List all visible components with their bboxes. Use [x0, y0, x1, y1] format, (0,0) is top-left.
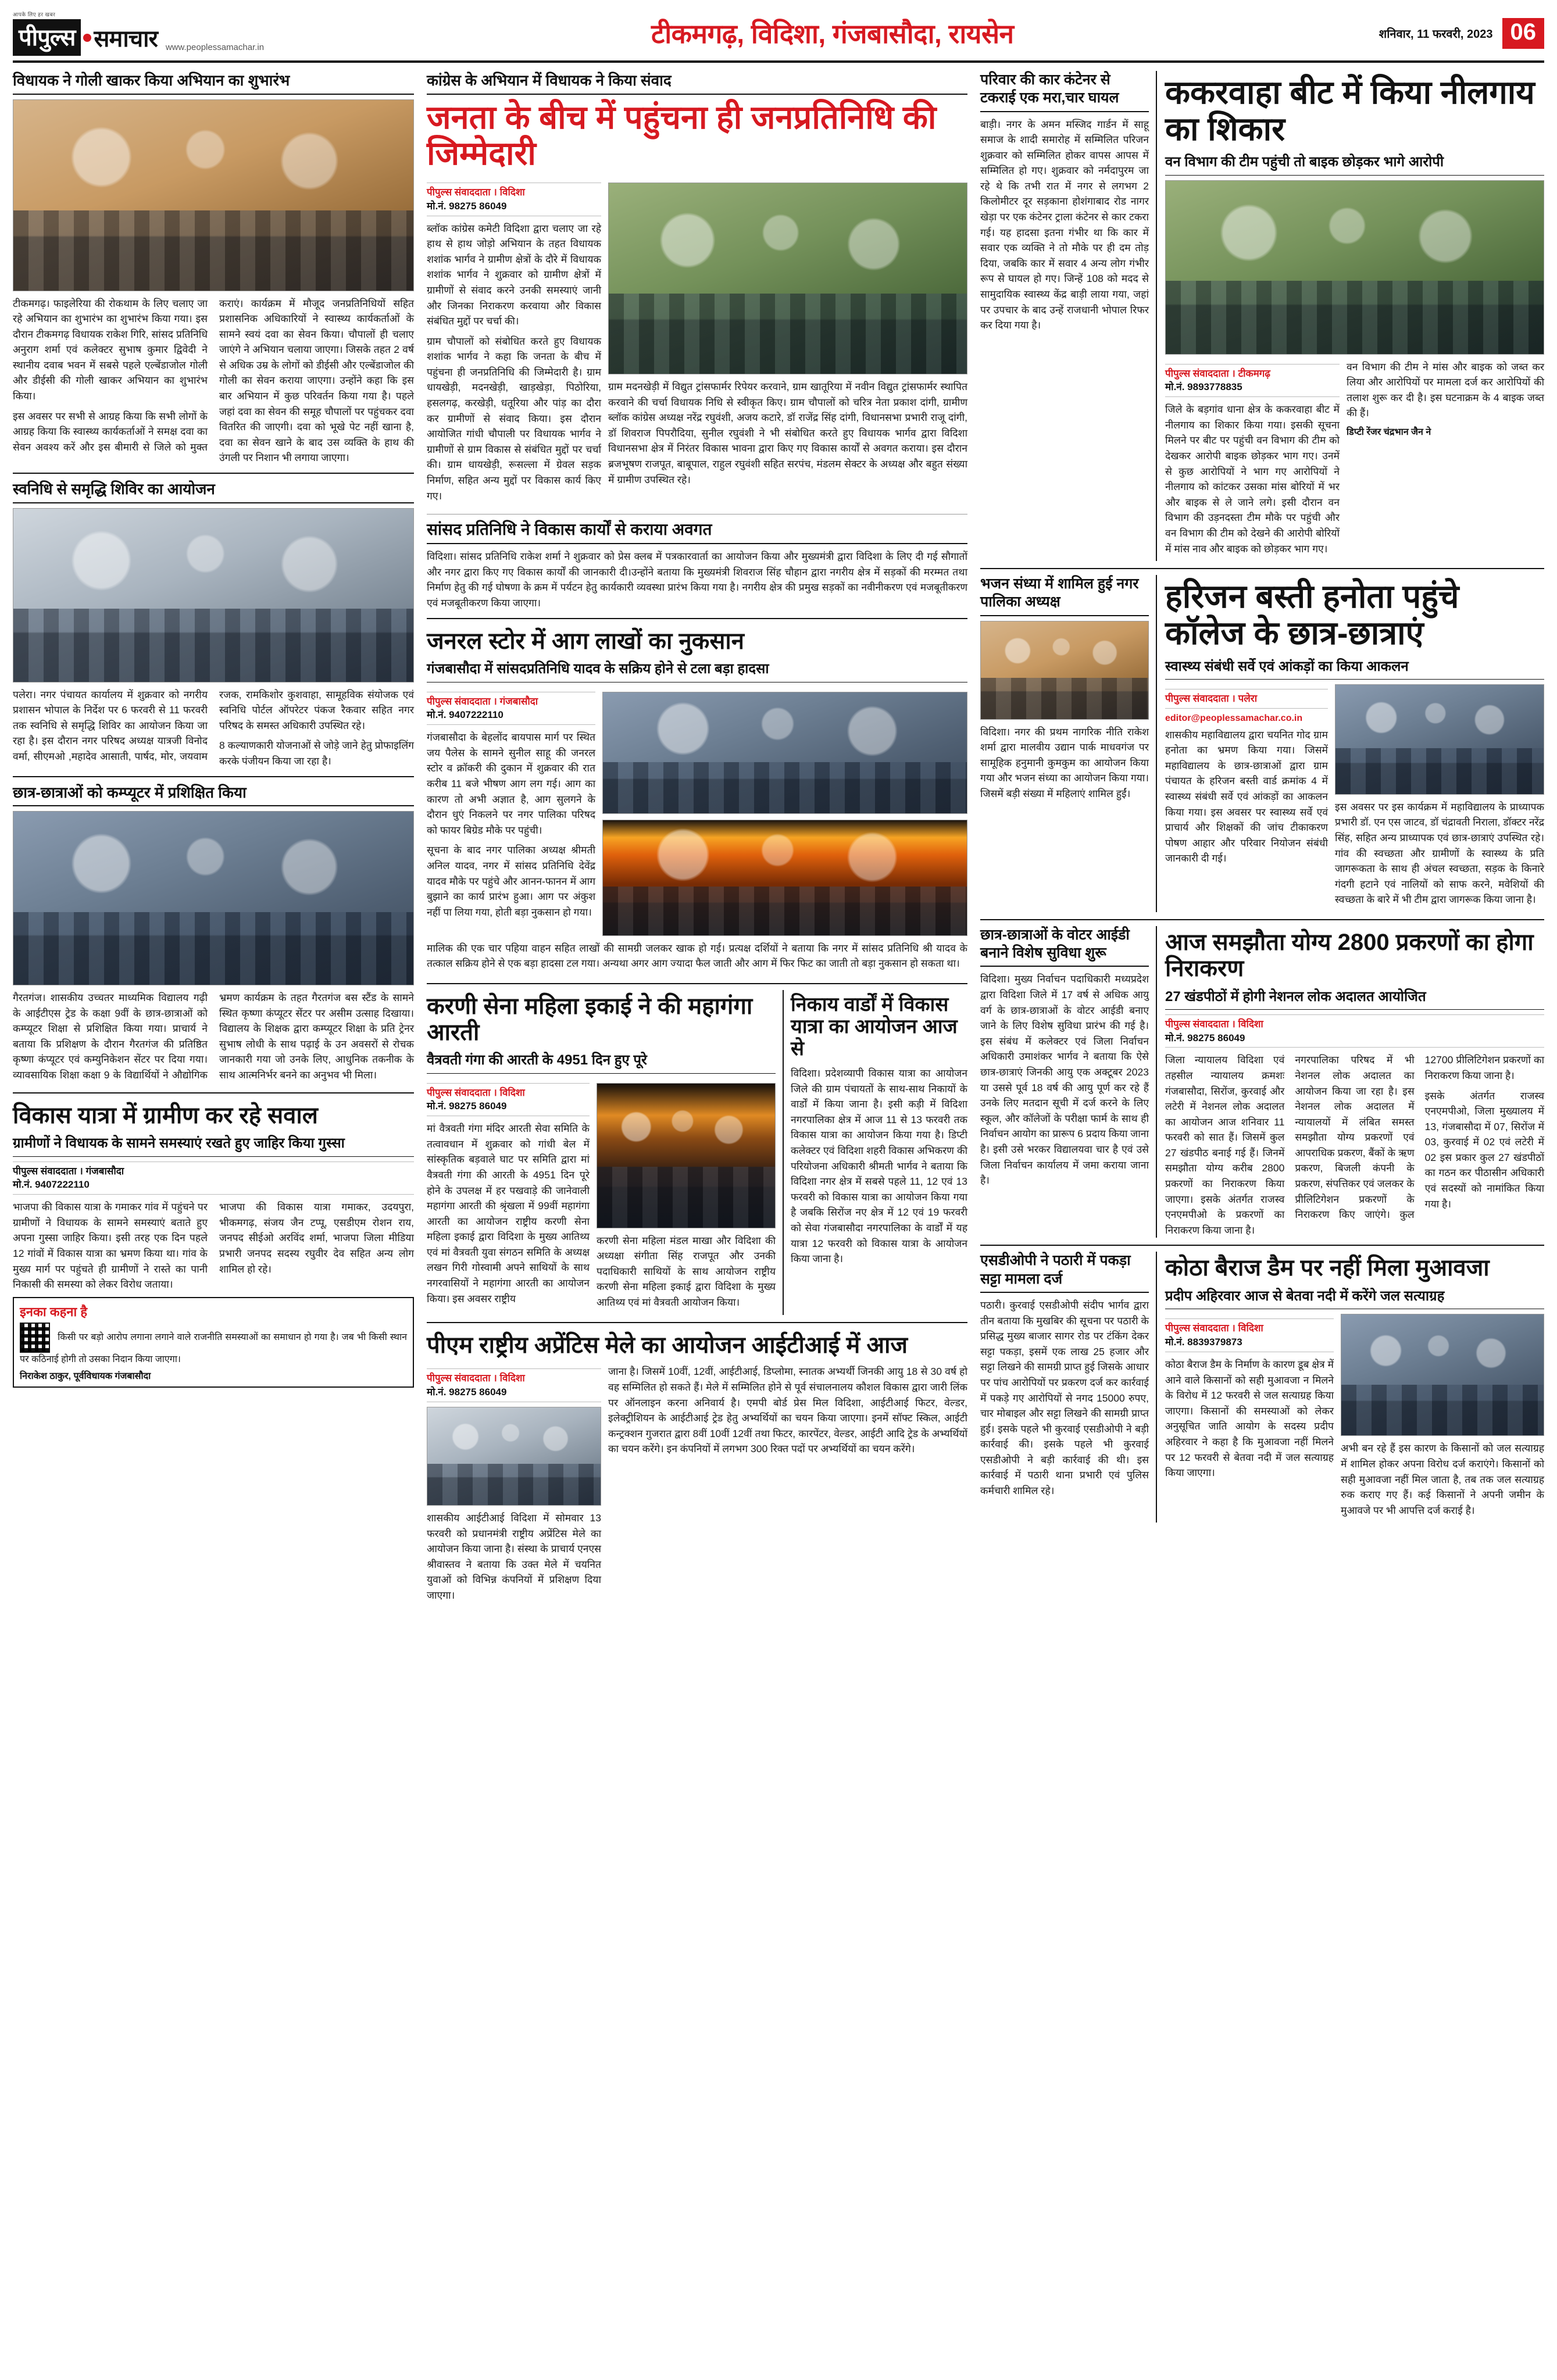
- article-kicker: सांसद प्रतिनिधि ने विकास कार्यों से कराया अवगत: [427, 519, 967, 544]
- article-bhajan-sandhya: [980, 575, 1149, 912]
- byline-mobile: मो.नं. 98275 86049: [427, 1100, 507, 1112]
- bottom-right-block: [980, 1252, 1544, 1523]
- article-karni-sena-aarti: [427, 990, 776, 1315]
- article-paragraph: पलेरा। नगर पंचायत कार्यालय में शुक्रवार को नगरीय प्रशासन भोपाल के निर्देश पर 6 फरवरी से 11 फरवरी तक स्वनिधि से समृद्धि शिविर का आयोजन किया जा रहा है। इस दौरान नगर परिषद अध्यक्ष यात्रजी विनोद वर्मा, सीएमओ ,महादेव आसाती, पार्षद, मोर, जयवाम रजक, रामकिशोर कुशवाहा, सामूहविक संयोजक एवं स्वनिधि पोर्टल ऑपरेटर पंकज रैकवार सहित नगर परिषद के समस्त अधिकारी उपस्थित रहे।: [13, 688, 414, 762]
- article-photo: [13, 99, 414, 291]
- article-kicker: विधायक ने गोली खाकर किया अभियान का शुभारंभ: [13, 71, 414, 95]
- article-photo: [1165, 180, 1544, 355]
- quote-box-author: निराकेश ठाकुर, पूर्वविधायक गंजबासौदा: [20, 1371, 151, 1382]
- article-paragraph: शासकीय महाविद्यालय द्वारा चयनित गोद ग्राम हनोता का भ्रमण किया गया। जिसमें महाविद्यालय के छात्र-छात्राओं द्वारा ग्राम पंचायत के हरिजन बस्ती वार्ड क्रमांक 4 में स्वास्थ्य संबंधी सर्वे एवं आंकड़ों का आकलन किया गया। इस अवसर पर स्वास्थ्य सर्वे एवं प्राचार्य और शिक्षकों की जांच टीकाकरण पोषण आहार और परिवार नियोजन संबंधी जानकारी दी गई।: [1165, 728, 1328, 864]
- article-sansad-pratinidhi: [427, 519, 967, 610]
- mid-right-block: [980, 575, 1544, 912]
- byline-name: पीपुल्स संवाददाता । टीकमगढ़: [1165, 367, 1270, 379]
- article-byline: [1165, 689, 1328, 709]
- logo-samachar: समाचार: [94, 26, 158, 52]
- byline-name: पीपुल्स संवाददाता । पलेरा: [1165, 692, 1258, 704]
- byline-name: पीपुल्स संवाददाता । विदिशा: [427, 1087, 525, 1098]
- article-headline: आज समझौता योग्य 2800 प्रकरणों का होगा निराकरण: [1165, 929, 1534, 981]
- article-paragraph: कोठा बैराज डैम के निर्माण के कारण डूब क्षेत्र में आने वाले किसानों को सही मुआवजा न मिलने के विरोध में 12 फरवरी से जल सत्याग्रह किया जाएगा। किसानों की समस्याओं को लेकर अनुसूचित जाति आयोग के सदस्य प्रदीप अहिरवार ने कहा है कि मुआवजा नहीं मिलने पर 12 फरवरी से बेतवा नदी में जल सत्याग्रह किया जाएगा।: [1165, 1359, 1334, 1479]
- quote-box: [13, 1297, 414, 1388]
- article-vikas-yatra-villagers: [13, 1099, 414, 1388]
- article-subhead: 27 खंडपीठों में होगी नेशनल लोक अदालत आयोजित: [1165, 988, 1544, 1010]
- byline-mobile: मो.नं. 9407222110: [13, 1179, 90, 1191]
- website-url[interactable]: www.peoplessamachar.in: [165, 42, 265, 52]
- article-byline: [1165, 364, 1340, 398]
- article-paragraph: विदिशा। प्रदेशव्यापी विकास यात्रा का आयोजन जिले की ग्राम पंचायतों के साथ-साथ निकायों के वार्डों में किया जाना है। इसी कड़ी में विदिशा नगरपालिका क्षेत्र में आज 11 से 13 फरवरी तक विकास यात्रा का आयोजन किया गया है। डिप्टी कलेक्टर एवं विदिशा शहरी विकास अभिकरण की परियोजना अधिकारी श्रीमती भार्गव ने बताया कि विदिशा नगर क्षेत्र में सबसे पहले 11, 12 एवं 13 फरवरी को विकास यात्रा का आयोजन किया गया है जबकि सिरोंज नए क्षेत्र में 12 एवं 19 फरवरी को सेवा गंजबासौदा नगरपालिका के वार्डों में यह यात्रा 12 फरवरी को विकास यात्रा के आयोजन किया जाना है।: [791, 1067, 967, 1265]
- byline-mobile: मो.नं. 98275 86049: [427, 1386, 507, 1398]
- article-paragraph: भाजपा की विकास यात्रा के गमाकर गांव में पहुंचने पर ग्रामीणों ने विधायक के सामने समस्याएं बताते हुए अपना गुस्सा जाहिर किया। इसी तरह एक दिन पहले 12 गांवों में विकास यात्रा का भ्रमण किया था। गांव के मुख्य मार्ग पर पहुंचते ही ग्रामीणों ने रास्ते का पानी निकासी की समस्या को लेकर विरोध जताया।: [13, 1201, 208, 1291]
- article-kicker: स्वनिधि से समृद्धि शिविर का आयोजन: [13, 480, 414, 503]
- editor-email[interactable]: editor@peoplessamachar.co.in: [1165, 713, 1303, 723]
- article-headline: हरिजन बस्ती हनोता पहुंचे कॉलेज के छात्र-छात्राएं: [1165, 578, 1459, 651]
- article-general-store-fire: [427, 625, 967, 976]
- article-paragraph: शासकीय आईटीआई विदिशा में सोमवार 13 फरवरी को प्रधानमंत्री राष्ट्रीय अप्रेंटिस मेले का आयोजन किया जाना है। संस्था के प्राचार्य एनएस श्रीवास्तव ने बताया कि उक्त मेले में चयनित युवाओं को विभिन्न कंपनियों में प्रशिक्षण दिया जाएगा।: [427, 1511, 601, 1601]
- article-paragraph: ग्राम मदनखेड़ी में विद्युत ट्रांसफार्मर रिपेयर करवाने, ग्राम खातूरिया में नवीन विद्युत ट्रांसफार्मर स्थापित करवाने की चर्चा विधायक निधि से स्वीकृत किए। ग्राम चौपालों को चरित्र नेता प्रकाश दांगी, ग्रामीण ब्लॉक कांग्रेस अध्यक्ष नरेंद्र रघुवंशी, अजय कटारे, डॉ राजेंद्र सिंह दांगी, विधानसभा प्रभारी राजू दांगी, डॉ शिवराज पिपरौदिया, सुनील रघुवंशी ने भी संबोधित करते हुए विधायक भार्गव द्वारा विदिशा विधानसभा क्षेत्र में निरंतर विकास भावना द्वारा किए गए विकास कार्यों से अवगत कराया। इस दौरान ब्रजभूषण राजपूत, बाबूपाल, राहुल रघुवंशी सहित सरपंच, मंडलम सेक्टर के अध्यक्ष और बहुत संख्या में ग्रामीण उपस्थित रहे।: [608, 380, 967, 485]
- article-subhead: ग्रामीणों ने विधायक के सामने समस्याएं रखते हुए जाहिर किया गुस्सा: [13, 1134, 414, 1156]
- article-headline: ककरवाहा बीट में किया नीलगाय का शिकार: [1165, 74, 1535, 147]
- article-paragraph: टीकमगढ़। फाइलेरिया की रोकथाम के लिए चलाए जा रहे अभियान का शुभारंभ का शुभारंभ किया गया। इस दौरान टीकमगढ़ विधायक राकेश गिरि, सांसद प्रतिनिधि अनुराग शर्मा एवं कलेक्टर सुभाष कुमार द्विवेदी ने स्थानीय दवाब भवन में सबसे पहले एल्बेंडाजोल गोली और डीईसी की गोली खाकर अभियान का शुभारंभ किया।: [13, 297, 208, 402]
- article-photo: [1335, 684, 1544, 795]
- article-kicker: परिवार की कार कंटेनर से टकराई एक मरा,चार घायल: [980, 71, 1149, 112]
- article-byline: [13, 1162, 414, 1195]
- article-paragraph: गैरतगंज। शासकीय उच्चतर माध्यमिक विद्यालय गढ़ी के आईटीएस ट्रेड के कक्षा 9वीं के छात्र-छात्राओं को कम्प्यूटर शिक्षा से प्रशिक्षित किया गया। प्राचार्य ने बताया कि प्रशिक्षण के दौरान गैरतगंज की प्रतिष्ठित कृष्णा कंप्यूटर एवं कम्युनिकेशन सेंटर पर दिया गया। व्यावसायिक शिक्षा कक्षा 9 के विद्यार्थियों ने औद्योगिक भ्रमण कार्यक्रम के तहत गैरतगंज बस स्टैंड के सामने स्थित कृष्णा कंप्यूटर सेंटर पर असीम उत्साह दिखाया। विद्यालय के शिक्षक द्वारा कम्प्यूटर शिक्षा के प्रति ट्रेनर सुभाष लोधी के साथ पढ़ाई के उन अवसरों से रोचक जानकारी गया जो उनके लिए, आधुनिक तकनीक के साथ आत्मनिर्भर बनने का अनुभव भी मिला।: [13, 992, 414, 1081]
- article-kicker: छात्र-छात्राओं को कम्प्यूटर में प्रशिक्षित किया: [13, 783, 414, 807]
- article-computer-training: [13, 783, 414, 1085]
- article-subhead: गंजबासौदा में सांसदप्रतिनिधि यादव के सक्रिय होने से टला बड़ा हादसा: [427, 660, 967, 682]
- byline-name: पीपुल्स संवाददाता । विदिशा: [427, 1373, 525, 1384]
- article-kicker: छात्र-छात्राओं के वोटर आईडी बनाने विशेष सुविधा शुरू: [980, 926, 1149, 967]
- article-kotha-barrage-compensation: [1156, 1252, 1544, 1523]
- article-headline: निकाय वार्डों में विकास यात्रा का आयोजन आज से: [791, 993, 958, 1060]
- article-swanidhi-camp: [13, 480, 414, 769]
- article-kicker: एसडीओपी ने पठारी में पकड़ा सट्टा मामला दर्ज: [980, 1252, 1149, 1293]
- byline-name: पीपुल्स संवाददाता । गंजबासौदा: [427, 695, 538, 707]
- article-paragraph: वन विभाग की टीम ने मांस और बाइक को जब्त कर लिया और आरोपियों पर मामला दर्ज कर आरोपियों की तलाश शुरू कर दी है। इस घटनाक्रम के 4 बाइक जब्त की हैं।: [1347, 360, 1544, 419]
- article-paragraph: सूचना के बाद नगर पालिका अध्यक्ष श्रीमती अनिल यादव, नगर में सांसद प्रतिनिधि देवेंद्र यादव मौके पर पहुंचे और आनन-फानन में आग बुझाने का कार्य प्रारंभ हुआ। आग पर अंकुश नहीं पा लिया गया, होती बड़ा नुकसान हो गया।: [427, 844, 595, 918]
- article-byline: [427, 692, 595, 726]
- article-photo: [1341, 1314, 1544, 1436]
- edition-cities: टीकमगढ़, विदिशा, गंजबासौदा, रायसेन: [651, 19, 1014, 49]
- byline-mobile: मो.नं. 9893778835: [1165, 381, 1242, 393]
- article-paragraph: ब्लॉक कांग्रेस कमेटी विदिशा द्वारा चलाए जा रहे हाथ से हाथ जोड़ो अभियान के तहत विधायक शशांक भार्गव ने ग्रामीण क्षेत्रों के दौरे में विधायक शशांक भार्गव ने शुक्रवार को ग्रामीण क्षेत्रों में ग्रामीणों से संवाद करने उनकी समस्याएं जानी और जिनका निराकरण करवाया और विकास संबंधित मुद्दों पर चर्चा की।: [427, 222, 601, 327]
- byline-mobile: मो.नं. 98275 86049: [427, 200, 507, 212]
- article-paragraph: विदिशा। मुख्य निर्वाचन पदाधिकारी मध्यप्रदेश द्वारा विदिशा जिले में 17 वर्ष से अधिक आयु वर्ग के छात्र-छात्राओं के वोटर आईडी बनाए जाने के लिए विशेष सुविधा प्रारंभ की गई है। इस संबंध में कलेक्टर एवं जिला निर्वाचन अधिकारी उमाशंकर भार्गव ने बताया कि ऐसे छात्र-छात्राएं जिनकी आयु एक अक्टूबर 2023 या उससे पूर्व 18 वर्ष की आयु पूर्ण कर रहे हैं उनके लिए मतदान सूची में दर्ज करने के लिए स्कूल, और कॉलेजों के परीक्षा फार्म के साथ ही निर्वाचन आयोग का प्रारूप 6 प्रदाय किया जाना है। इसी उसे भरकर विद्यालयवा चार है एवं उसे जिला निर्वाचन कार्यालय में जमा कराया जाना है।: [980, 973, 1149, 1187]
- article-byline: [427, 1368, 601, 1402]
- byline-mobile: मो.नं. 8839379873: [1165, 1336, 1242, 1348]
- article-car-container-crash: [980, 71, 1149, 561]
- byline-name: पीपुल्स संवाददाता । विदिशा: [1165, 1323, 1263, 1334]
- byline-mobile: मो.नं. 98275 86049: [1165, 1032, 1245, 1044]
- article-paragraph: इसके अंतर्गत राजस्व एनएमपीओ, जिला मुख्यालय में 13, गंजबासौदा में 07, सिरोंज में 03, कुरवाई में 02 एवं लटेरी में 02 इस प्रकार कुल 27 खंडपीठों का गठन कर पीठासीन अधिकारी एवं सदस्यों को नामांकित किया गया है।: [1424, 1089, 1544, 1210]
- quote-box-text: किसी पर बड़ो आरोप लगाना लगाने वाले राजनीति समस्याओं का समाधान हो गया है। जब भी किसी स्थान पर कठिनाई होगी तो उसका निदान किया जाएगा।: [20, 1332, 407, 1364]
- article-photo: [13, 811, 414, 985]
- page-number: 06: [1502, 18, 1545, 49]
- article-harijan-basti-college: [1156, 575, 1544, 912]
- article-nilgai-poaching: [1156, 71, 1544, 561]
- article-photo: [597, 1083, 776, 1228]
- logo-peoples: पीपुल्स: [13, 19, 81, 56]
- article-photo: [602, 692, 967, 814]
- article-paragraph: 8 कल्याणकारी योजनाओं से जोड़े जाने हेतु प्रोफाइलिंग करके पंजीयन किया जा रहा है।: [219, 739, 414, 767]
- article-pair-karni-nikay: [427, 990, 967, 1315]
- article-lok-adalat: [1156, 926, 1544, 1238]
- qr-code-icon: [20, 1323, 50, 1353]
- byline-mobile: मो.नं. 9407222110: [427, 709, 503, 721]
- article-paragraph: अभी बन रहे हैं इस कारण के किसानों को जल सत्याग्रह में शामिल होकर अपना विरोध दर्ज कराएंगे। किसानों को सही मुआवजा नहीं मिल जाता है, तब तक जल सत्याग्रह रुक कराए गए हैं। कई किसानों ने अपनी जमीन के मुआवजे पर भी आपत्ति दर्ज कराई है।: [1341, 1442, 1544, 1516]
- article-paragraph: मां वैत्रवती गंगा मंदिर आरती सेवा समिति के तत्वावधान में शुक्रवार को गांधी बेल में सांस्कृतिक बड़वाले घाट पर समिति द्वारा मां वैत्रवती गंगा की आरती के 4951 दिन पूरे होने के उपलक्ष में हर पखवाड़े की जानेवाली महागंगा आरती की श्रृंखला में 99वीं महागंगा आरती का आयोजन राष्ट्रीय करणी सेना महिला इकाई द्वारा विदिशा के मुख्य आतिथ्य एवं मां वैत्रवती युवा संगठन समिति के अध्यक्ष लखन गिरी गोस्वामी अपने साथियों के साथ नगरवासियों ने महागंगा आरती का आयोजन किया। इस अवसर राष्ट्रीय: [427, 1123, 590, 1305]
- article-subhead: प्रदीप अहिरवार आज से बेतवा नदी में करेंगे जल सत्याग्रह: [1165, 1287, 1544, 1309]
- article-subhead: स्वास्थ्य संबंधी सर्वे एवं आंकड़ों का किया आकलन: [1165, 657, 1544, 680]
- article-byline: [427, 183, 601, 216]
- article-photo: [13, 508, 414, 682]
- newspaper-logo: [13, 10, 286, 56]
- article-byline: [427, 1083, 590, 1117]
- article-paragraph: नगरपालिका परिषद में भी नेशनल लोक अदालत का आयोजन किया जा रहा है। इस नेशनल लोक अदालत में न्यायालयों में लंबित समस्त समझौता योग्य प्रकरणों एवं आपराधिक प्रकरण, बैंकों के ऋण प्रकरण, बिजली कंपनी के प्रकरण, संपत्तिकर एवं जलकर के प्रीलिटिगेशन प्रकरणों के निराकरण किए जाएंगे। कुल 12700 प्रीलिटिगेशन प्रकरणों का निराकरण किया जाना है।: [1295, 1054, 1544, 1221]
- article-paragraph: जाना है। जिसमें 10वीं, 12वीं, आईटीआई, डिप्लोमा, स्नातक अभ्यर्थी जिनकी आयु 18 से 30 वर्ष हो वह सम्मिलित हो सकते हैं। मेले में सम्मिलित होने से पूर्व संचालनालय कौशल विकास द्वारा जारी लिंक पर ऑनलाइन करना अनिवार्य है। एमपी बोर्ड प्रेस मिल विदिशा, आईटीआई फिटर, वेल्डर, इलेक्ट्रीशियन के आईटीआई ट्रेड हेतु अभ्यर्थियों का चयन किया जाएगा। इनमें सॉफ्ट स्किल, आईटी कन्ट्रक्शन गुजरात द्वारा 8वीं 10वीं 12वीं तथा फिटर, कारपेंटर, वेल्डर, आईटी आदि ट्रेड के अभ्यर्थियों का चयन करेंगे। इन कंपनियों में लगभग 300 रिक्त पदों पर अभ्यर्थियों का चयन करेंगे।: [608, 1366, 967, 1455]
- article-headline: जनता के बीच में पहुंचना ही जनप्रतिनिधि की जिम्मेदारी: [427, 98, 937, 172]
- article-kicker: कांग्रेस के अभियान में विधायक ने किया संवाद: [427, 71, 967, 95]
- article-nikay-wards: [783, 990, 967, 1315]
- logo-tagline: आपके लिए हर खबर: [13, 12, 56, 17]
- column-2: [427, 71, 967, 1607]
- article-sdop-satta: [980, 1252, 1149, 1523]
- article-byline: [1165, 1318, 1334, 1352]
- byline-name: पीपुल्स संवाददाता । गंजबासौदा: [13, 1165, 124, 1177]
- column-1: [13, 71, 414, 1607]
- article-lead-congress-samvad: [427, 71, 967, 508]
- article-photo: [608, 183, 967, 374]
- article-subhead: वैत्रवती गंगा की आरती के 4951 दिन हुए पूरे: [427, 1051, 776, 1073]
- publication-date: शनिवार, 11 फरवरी, 2023: [1379, 27, 1493, 41]
- byline-name: पीपुल्स संवाददाता । विदिशा: [427, 186, 525, 198]
- article-paragraph: जिले के बड़गांव धाना क्षेत्र के ककरवाहा बीट में नीलगाय का शिकार किया गया। इसकी सूचना मिलने पर बीट पर पहुंची वन विभाग की टीम को देखकर आरोपी बाइक छोड़कर भाग गए। उनमें से कुछ आरोपियों ने भाग गए आरोपियों ने नीलगाय को कांटकर उसका मांस बोरियों में भर और बाइक से ले जाने लगे। इसी दौरान वन विभाग की उड़नदस्ता टीम मौके पर पहुंची और वन विभाग की टीम को देखने की आरोपी बोरियों में मांस नाव और बाइक को छोड़कर भाग गए।: [1165, 403, 1340, 555]
- quote-box-title: इनका कहना है: [20, 1304, 87, 1319]
- article-headline: जनरल स्टोर में आग लाखों का नुकसान: [427, 628, 744, 654]
- article-paragraph: ग्राम चौपालों को संबोधित करते हुए विधायक शशांक भार्गव ने कहा कि जनता के बीच में पहुंचना ही जनप्रतिनिधि की जिम्मेदारी है। ग्राम धायखेड़ी, मदनखेड़ी, खाड़खेड़ा, पिठोरिया, हसलगढ़, करखेड़ी, धतूरिया और पांड़ का दौरा कर ग्रामीणों से संवाद किया। इस दौरान आयोजित गांधी चौपाली पर विधायक भार्गव ने ग्रामीणों से ग्राम विकास से संबंधित मुद्दों पर चर्चा की। ग्राम धायखेड़ी, रूसल्ला में ग्रेवल सड़क निर्माण, सहित अन्य मुद्दों पर विकास कार्य किए गए।: [427, 335, 601, 502]
- masthead: [13, 10, 1544, 63]
- article-headline: पीएम राष्ट्रीय अप्रेंटिस मेले का आयोजन आईटीआई में आज: [427, 1332, 908, 1358]
- article-headline: करणी सेना महिला इकाई ने की महागंगा आरती: [427, 993, 753, 1045]
- article-paragraph: विदिशा। सांसद प्रतिनिधि राकेश शर्मा ने शुक्रवार को प्रेस क्लब में पत्रकारवार्ता का आयोजन किया और मुख्यमंत्री द्वारा विदिशा के लिए दी गई सौगातों और नगर द्वारा किए गए विकास कार्यों की जानकारी दी।उन्होंने बताया कि मुख्यमंत्री शिवराज सिंह चौहान द्वारा नगरीय क्षेत्र में सड़कों की मरम्मत तथा निर्माण हेतु की गई घोषणा के क्रम में पर्यटन हेतु कार्यकारी व्यवस्था प्रारंभ किया गया है। नगरीय क्षेत्र की प्रमुख सड़कों का नवीनीकरण एवं मजबूतीकरण एवं मजबूतीकरण किया जाएगा।: [427, 551, 967, 609]
- article-paragraph: विदिशा। नगर की प्रथम नागरिक नीति राकेश शर्मा द्वारा मालवीय उद्यान पार्क माधवगंज पर सामूहिक हनुमानी कुमकुम का आयोजन किया गया और भजन संध्या का आयोजन किया गया। जिसमें बड़ी संख्या में महिलाएं शामिल हुईं।: [980, 726, 1149, 800]
- content-grid: [13, 71, 1544, 1607]
- article-apprentice-mela: [427, 1329, 967, 1608]
- article-paragraph: गंजबासौदा के बेहलोंद बायपास मार्ग पर स्थित जय पैलेस के सामने सुनील साहू की जनरल स्टोर व क्रॉकरी की दुकान में शुक्रवार की रात करीब 11 बजे भीषण आग लग गई। आग का कारण तो अभी अज्ञात है, आग सुलगने के दौरान धुएं निकलने पर नगर पालिका परिषद को फायर बिग्रेड मौके पर पहुंची।: [427, 731, 595, 836]
- article-contact: डिप्टी रेंजर चंद्रभान जैन ने: [1347, 427, 1431, 437]
- article-subhead: वन विभाग की टीम पहुंची तो बाइक छोड़कर भागे आरोपी: [1165, 153, 1544, 175]
- article-photo-fire: [602, 820, 967, 936]
- article-photo: [427, 1407, 601, 1506]
- article-headline: कोठा बैराज डैम पर नहीं मिला मुआवजा: [1165, 1255, 1490, 1281]
- article-paragraph: इस अवसर पर सभी से आग्रह किया कि सभी लोगों के आग्रह किया कि स्वास्थ्य कार्यकर्ताओं ने समक्ष दवा का सेवन अवश्य करें और इस बीमारी से जिले को मुक्त कराएं। कार्यक्रम में मौजूद जनप्रतिनिधियों सहित प्रशासनिक अधिकारियों ने स्वास्थ्य कार्यकर्ताओं के सामने स्वयं दवा का सेवन किया। चौपालों ही चलाए जाएंगे ने अभियान चलाया जाएगा। जिसके तहत 2 वर्ष से अधिक उम्र के लोगों को डीईसी और एल्बेंडाजोल की गोली का सेवन कराया जाएगा। उन्होंने कहा कि इस बार अभियान में कुछ परिवर्तन किया गया है। पहले जहां दवा का सेवन की समूह चौपालों पर पहुंचकर दवा वितरित की जाएगी। दवा को भूखे पेट नहीं खाना है, दवा का सेवन खाने के बाद उस व्यक्ति के हाथ की उंगली पर निशान भी लगाया जाएगा।: [13, 297, 414, 464]
- article-paragraph: इस अवसर पर इस कार्यक्रम में महाविद्यालय के प्राध्यापक प्रभारी डॉ. एन एस जाटव, डॉ चंद्रावती निराला, डॉक्टर नरेंद्र सिंह, सहित अन्य प्राध्यापक एवं छात्र-छात्राएं उपस्थित रहे। गांव की स्वच्छता और ग्रामीणों के स्वास्थ्य के प्रति जागरूकता के साथ ही अंचल स्वच्छता, सड़क के किनारे गंदगी हटाने एवं नालियों को साफ करने, मवेशियों की स्वच्छता के बारे में भी टीम द्वारा जागरूक किया जाना है।: [1335, 801, 1544, 906]
- article-paragraph: करणी सेना महिला मंडल माखा और विदिशा की अध्यक्षा संगीता सिंह राजपूत और उनकी पदाधिकारी साथियों के साथ आयोजन राष्ट्रीय करणी सेना महिला इकाई द्वारा विदिशा के मुख्य आतिथ्य एवं मां वैत्रवती आयोजन किया।: [597, 1234, 776, 1308]
- article-paragraph: मालिक की एक चार पहिया वाहन सहित लाखों की सामग्री जलकर खाक हो गई। प्रत्यक्ष दर्शियों ने बताया कि नगर में सांसद प्रतिनिधि श्री यादव के तत्काल सक्रिय होने से एक बड़ा हादसा टल गया। अन्यथा अगर आग ज्यादा फैल जाती और आग में फिर फिट का जाती तो बड़ा नुकसान हो सकता था।: [427, 942, 967, 970]
- article-paragraph: पठारी। कुरवाई एसडीओपी संदीप भार्गव द्वारा तीन बताया कि मुखबिर की सूचना पर पठारी के प्रसिद्ध मुख्य बाजार सागर रोड पर टंकिंग देकर सट्टा पकड़ा, इसमें एक लाख 25 हजार और सट्टा लिखने की सामग्री प्राप्त हुई जिसके आधार पर पांच आरोपियों पर प्रकरण दर्ज कर कार्रवाई में पकड़े गए आरोपियों से नगद 15000 रुपए, चार मोबाइल और सट्टा लिखने की सामग्री प्राप्त हुई। इसके पहले भी कुरवाई एसडीओपी ने बड़ी कार्रवाई की। इसके पहले भी कुरवाई एसडीओपी ने बड़ी कार्रवाई की थी। इस कार्रवाई में पठारी थाना प्रभारी एवं पुलिस कर्मचारी शामिल रहे।: [980, 1299, 1149, 1497]
- column-3: [980, 71, 1544, 1607]
- article-voter-id-students: [980, 926, 1149, 1238]
- article-byline: [1165, 1014, 1544, 1048]
- article-photo: [980, 621, 1149, 720]
- lower-right-block: [980, 926, 1544, 1238]
- article-paragraph: बाड़ी। नगर के अमन मस्जिद गार्डन में साहू समाज के शादी समारोह में सम्मिलित परिजन शुक्रवार को सम्मिलित होकर वापस आपस में सम्मिलित हो गए। शुक्रवार को नर्मदापुरम जा रहे थे कि तभी रात में नगर से लगभग 2 किलोमीटर दूर सड़काना होशंगाबाद रोड नागर खेड़ा पर एक कंटेनर ट्राला कंटेनर से कार टकरा गई। यह हादसा इतना गंभीर था कि कार में सवार एक व्यक्ति ने तो मौके पर ही दम तोड़ दिया, जबकि कार में सवार 4 अन्य लोग गंभीर रूप से घायल हो गए। जिन्हें 108 को मदद से सामुदायिक स्वास्थ्य केंद्र बाड़ी लाया गया, जहां पर उपचार के बाद उन्हें राजधानी भोपाल रिफर कर दिया गया है।: [980, 118, 1149, 331]
- top-right-block: [980, 71, 1544, 561]
- article-paragraph: जिला न्यायालय विदिशा एवं तहसील न्यायालय क्रमशः गंजबासौदा, सिरोंज, कुरवाई और लटेरी में नेशनल लोक अदालत का आयोजन आज शनिवार 11 फरवरी को सात हैं। जिसमें कुल 27 खंडपीठ बनाई गई हैं। जिनमें समझौता योग्य करीब 2800 प्रकरणों का निराकरण किया जाएगा। इसके अंतर्गत राजस्व एनएमपीओ के प्रकरणों का निराकरण किया जाना है।: [1165, 1054, 1285, 1236]
- article-filaria-campaign: [13, 71, 414, 466]
- logo-dot-icon: [83, 34, 91, 42]
- article-kicker: भजन संध्या में शामिल हुई नगर पालिका अध्यक्ष: [980, 575, 1149, 616]
- byline-name: पीपुल्स संवाददाता । विदिशा: [1165, 1018, 1263, 1030]
- article-headline: विकास यात्रा में ग्रामीण कर रहे सवाल: [13, 1102, 318, 1128]
- article-paragraph: भाजपा की विकास यात्रा गमाकर, उदयपुरा, भीकमगढ़, संजय जैन टप्पू, एसडीएम रोशन राय, जनपद सीईओ अरविंद शर्मा, भाजपा जिला मीडिया प्रभारी जनपद सदस्य रघुवीर देव सहित अन्य लोग शामिल हो रहे।: [219, 1201, 414, 1275]
